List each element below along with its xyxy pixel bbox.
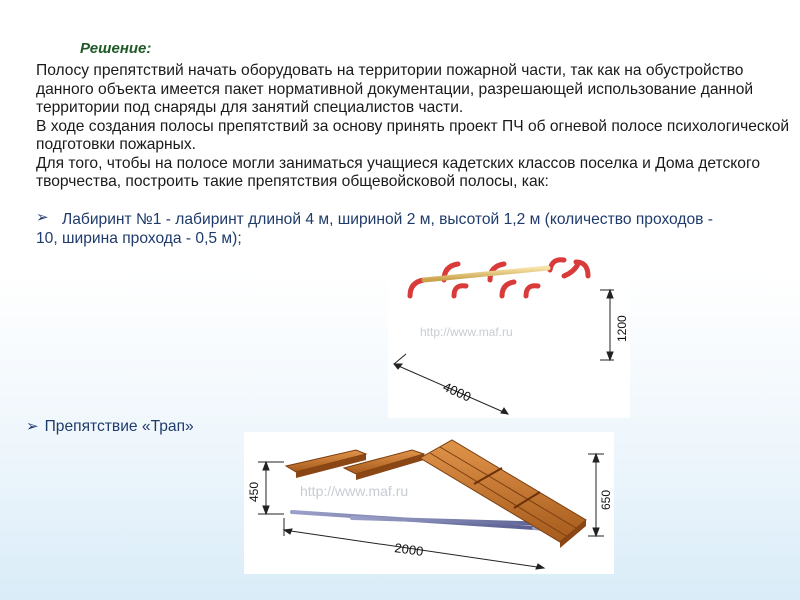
bullet-text: Лабиринт №1 - лабиринт длиной 4 м, шириной 2 м, высотой 1,2 м (количество проходов - 10, ширина прохода - 0,5 м); — [36, 211, 713, 247]
slide-heading: Решение: — [80, 40, 152, 57]
left-height-label: 450 — [247, 481, 261, 502]
left-height-dimension — [258, 462, 284, 514]
bullet-ramp — [26, 417, 194, 436]
labyrinth-illustration — [388, 250, 630, 418]
watermark: http://www.maf.ru — [420, 325, 513, 339]
arrow-bullet-icon: ➢ — [26, 418, 39, 435]
length-label: 4000 — [440, 379, 474, 405]
paragraph: Полосу препятствий начать оборудовать на территории пожарной части, так как на обустройство данного объекта имеется пакет нормативной документации, разрешающей использование данной территории под снаряды для занятий специалистов части. — [36, 62, 754, 116]
bullet-text: Препятствие «Трап» — [44, 418, 194, 435]
paragraph: Для того, чтобы на полосе могли заниматься учащиеся кадетских классов поселка и Дома детского творчества, построить такие препятствия общевойсковой полосы, как: — [36, 154, 760, 190]
ramp-board — [420, 440, 586, 548]
height-dimension — [600, 290, 614, 360]
paragraph: В ходе создания полосы препятствий за основу принять проект ПЧ об огневой полосе психологической подготовки пожарных. — [36, 117, 790, 153]
length-label: 2000 — [393, 540, 425, 559]
watermark: http://www.maf.ru — [300, 483, 409, 499]
step-board — [286, 450, 366, 478]
height-label: 1200 — [615, 315, 629, 342]
ramp-drawing — [244, 432, 614, 574]
ramp-illustration — [244, 432, 614, 574]
right-height-label: 650 — [599, 489, 613, 510]
slide-body — [36, 62, 790, 192]
labyrinth-drawing — [388, 250, 630, 418]
bullet-labyrinth — [36, 211, 736, 248]
arrow-bullet-icon: ➢ — [36, 209, 49, 226]
